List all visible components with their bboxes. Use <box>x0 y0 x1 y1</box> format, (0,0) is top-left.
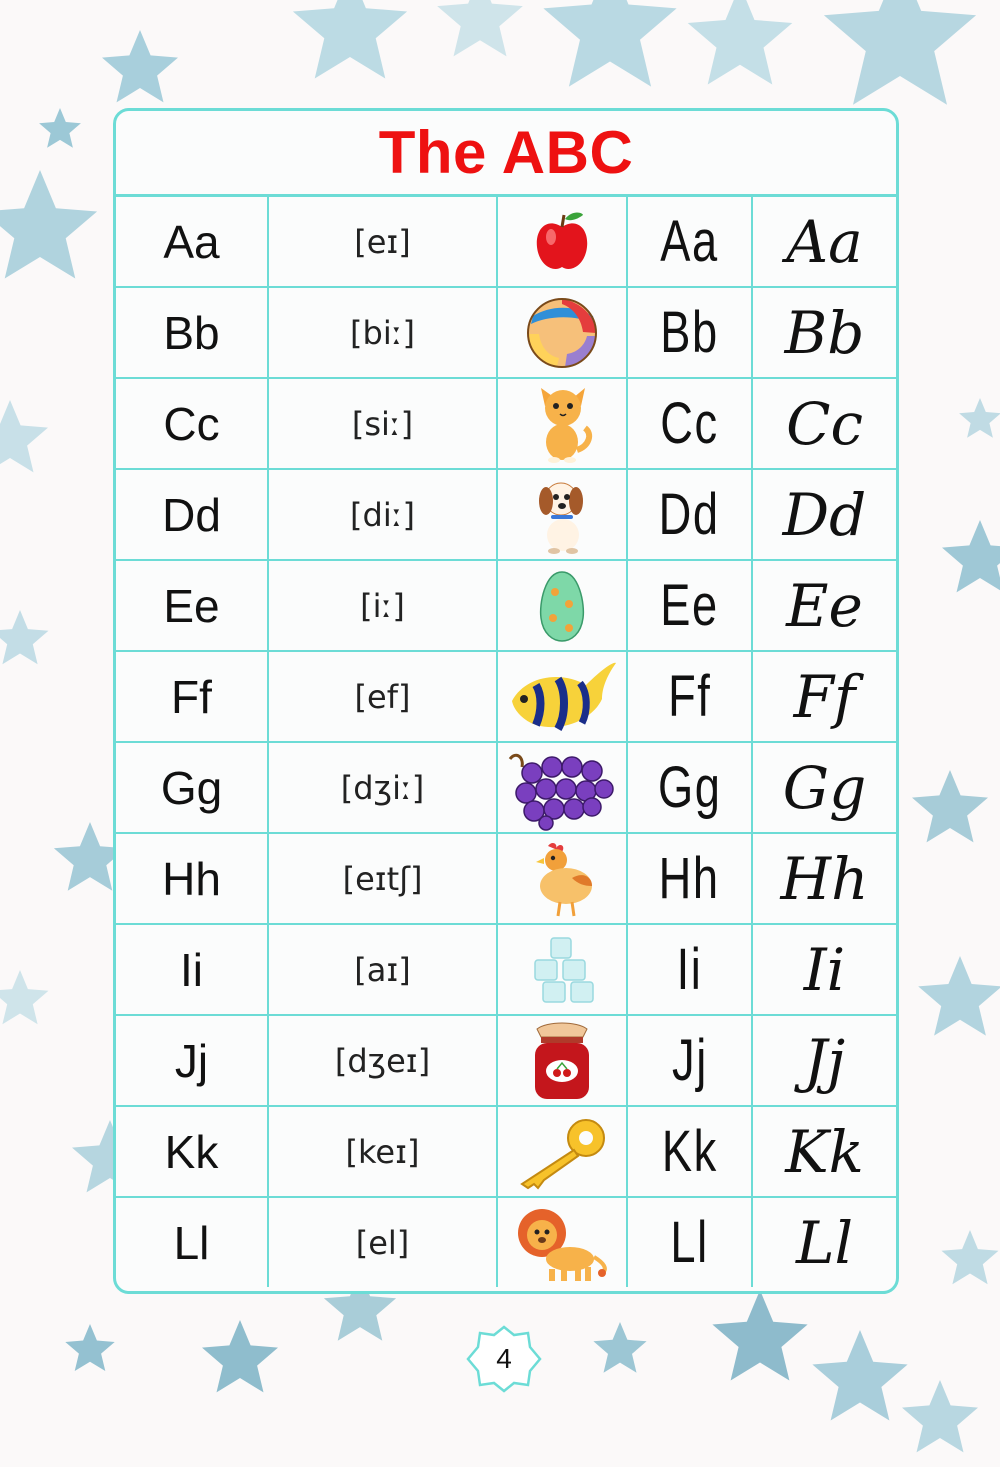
abc-card <box>113 108 899 1294</box>
cursive-cell <box>752 378 896 469</box>
star-shape <box>543 0 676 87</box>
print-letters: Ff <box>667 664 712 729</box>
picture-cell <box>497 197 627 287</box>
table-row <box>116 833 896 924</box>
print-cell <box>627 560 752 651</box>
picture-cell <box>497 742 627 833</box>
letter-cell <box>116 1015 268 1106</box>
ipa-transcription: [dʒeɪ] <box>334 1041 431 1080</box>
ipa-cell <box>268 833 497 924</box>
star-shape <box>902 1380 978 1452</box>
print-letters: Ll <box>670 1210 709 1275</box>
print-letters: Dd <box>659 482 720 547</box>
star-shape <box>688 0 793 85</box>
ipa-cell <box>268 1197 497 1287</box>
picture-cell <box>497 1197 627 1287</box>
cursive-letters: Aa <box>786 207 863 276</box>
ipa-cell <box>268 378 497 469</box>
picture-cell <box>497 833 627 924</box>
letter-cell <box>116 469 268 560</box>
letter-cell <box>116 378 268 469</box>
star-shape <box>712 1290 807 1381</box>
letter-pair: Gg <box>160 761 223 814</box>
cursive-cell <box>752 742 896 833</box>
ice-icon <box>498 932 626 1008</box>
print-letters: Ee <box>660 573 719 638</box>
ipa-cell <box>268 742 497 833</box>
ipa-transcription: [keɪ] <box>345 1132 420 1171</box>
table-row <box>116 287 896 378</box>
print-cell <box>627 1015 752 1106</box>
star-shape <box>202 1320 278 1392</box>
star-shape <box>912 770 988 842</box>
print-cell <box>627 469 752 560</box>
letter-pair: Ll <box>173 1216 210 1269</box>
letter-cell <box>116 1106 268 1197</box>
letter-cell <box>116 742 268 833</box>
star-shape <box>959 398 1000 438</box>
cursive-cell <box>752 287 896 378</box>
alphabet-table <box>116 197 896 1287</box>
table-row <box>116 560 896 651</box>
ipa-cell <box>268 197 497 287</box>
table-row <box>116 197 896 287</box>
key-icon <box>498 1114 626 1190</box>
picture-cell <box>497 1015 627 1106</box>
print-letters: Hh <box>659 846 720 911</box>
cursive-cell <box>752 197 896 287</box>
cursive-letters: Ii <box>803 935 846 1004</box>
picture-cell <box>497 924 627 1015</box>
cursive-letters: Ll <box>795 1208 854 1277</box>
star-shape <box>0 170 97 279</box>
jam-icon <box>498 1019 626 1103</box>
cursive-cell <box>752 1106 896 1197</box>
cursive-cell <box>752 651 896 742</box>
letter-cell <box>116 287 268 378</box>
print-cell <box>627 924 752 1015</box>
print-letters: Jj <box>671 1028 708 1093</box>
page-number: 4 <box>496 1343 512 1374</box>
picture-cell <box>497 469 627 560</box>
letter-cell <box>116 924 268 1015</box>
grapes-icon <box>498 745 626 831</box>
print-cell <box>627 1106 752 1197</box>
ipa-cell <box>268 560 497 651</box>
print-cell <box>627 197 752 287</box>
print-letters: Bb <box>660 300 719 365</box>
ipa-transcription: [siː] <box>351 404 414 443</box>
letter-cell <box>116 197 268 287</box>
dog-icon <box>498 475 626 555</box>
cursive-letters: Hh <box>780 844 869 913</box>
picture-cell <box>497 651 627 742</box>
star-shape <box>942 520 1000 592</box>
print-cell <box>627 1197 752 1287</box>
letter-pair: Hh <box>162 852 221 905</box>
table-row <box>116 469 896 560</box>
letter-cell <box>116 1197 268 1287</box>
egg-icon <box>498 568 626 644</box>
ipa-cell <box>268 924 497 1015</box>
print-cell <box>627 742 752 833</box>
print-cell <box>627 378 752 469</box>
cursive-letters: Bb <box>784 298 865 367</box>
cursive-cell <box>752 924 896 1015</box>
star-shape <box>0 610 49 664</box>
picture-cell <box>497 378 627 469</box>
ipa-transcription: [eɪ] <box>354 222 411 261</box>
letter-pair: Ii <box>180 943 203 996</box>
ipa-cell <box>268 287 497 378</box>
letter-cell <box>116 651 268 742</box>
letter-pair: Ee <box>163 579 220 632</box>
table-row <box>116 1015 896 1106</box>
cursive-letters: Cc <box>786 389 863 458</box>
ipa-transcription: [biː] <box>350 313 415 352</box>
letter-cell <box>116 833 268 924</box>
cursive-cell <box>752 560 896 651</box>
letter-pair: Bb <box>163 306 220 359</box>
star-shape <box>918 956 1000 1036</box>
cursive-letters: Jj <box>803 1026 846 1095</box>
cursive-letters: Ff <box>793 662 856 731</box>
cursive-letters: Ee <box>786 571 863 640</box>
print-letters: Ii <box>676 937 703 1002</box>
ipa-cell <box>268 651 497 742</box>
letter-pair: Jj <box>174 1034 209 1087</box>
page-title: The ABC <box>116 111 896 197</box>
print-cell <box>627 833 752 924</box>
star-shape <box>65 1324 114 1371</box>
print-cell <box>627 287 752 378</box>
lion-icon <box>498 1203 626 1283</box>
table-row <box>116 651 896 742</box>
table-row <box>116 1106 896 1197</box>
letter-pair: Dd <box>162 488 221 541</box>
star-shape <box>593 1322 646 1373</box>
fish-icon <box>498 655 626 739</box>
picture-cell <box>497 560 627 651</box>
star-shape <box>812 1330 907 1421</box>
cat-icon <box>498 384 626 464</box>
cursive-cell <box>752 1197 896 1287</box>
star-shape <box>0 970 49 1024</box>
ipa-cell <box>268 1015 497 1106</box>
star-shape <box>39 108 81 148</box>
star-shape <box>0 400 48 472</box>
letter-pair: Ff <box>171 670 212 723</box>
cursive-letters: Gg <box>782 753 867 822</box>
print-letters: Aa <box>660 209 719 274</box>
cursive-cell <box>752 1015 896 1106</box>
star-shape <box>293 0 407 79</box>
star-shape <box>437 0 523 56</box>
star-shape <box>824 0 976 105</box>
apple-icon <box>498 207 626 277</box>
ipa-cell <box>268 1106 497 1197</box>
table-row <box>116 378 896 469</box>
table-row <box>116 742 896 833</box>
cursive-letters: Dd <box>782 480 867 549</box>
ipa-cell <box>268 469 497 560</box>
ipa-transcription: [aɪ] <box>354 950 411 989</box>
print-cell <box>627 651 752 742</box>
letter-pair: Cc <box>163 397 220 450</box>
cursive-cell <box>752 469 896 560</box>
letter-cell <box>116 560 268 651</box>
print-letters: Kk <box>661 1119 718 1184</box>
ball-icon <box>498 294 626 372</box>
picture-cell <box>497 1106 627 1197</box>
star-shape <box>102 30 178 102</box>
star-shape <box>942 1230 999 1284</box>
ipa-transcription: [dʒiː] <box>340 768 425 807</box>
picture-cell <box>497 287 627 378</box>
cursive-cell <box>752 833 896 924</box>
ipa-transcription: [el] <box>355 1223 410 1262</box>
cursive-letters: Kk <box>785 1117 864 1186</box>
ipa-transcription: [eɪtʃ] <box>342 859 423 898</box>
table-row <box>116 1197 896 1287</box>
ipa-transcription: [diː] <box>350 495 415 534</box>
letter-pair: Kk <box>164 1125 219 1178</box>
ipa-transcription: [iː] <box>360 586 405 625</box>
table-row <box>116 924 896 1015</box>
print-letters: Cc <box>660 391 719 456</box>
hen-icon <box>498 838 626 920</box>
letter-pair: Aa <box>163 215 220 268</box>
print-letters: Gg <box>657 755 722 820</box>
ipa-transcription: [ef] <box>354 677 411 716</box>
